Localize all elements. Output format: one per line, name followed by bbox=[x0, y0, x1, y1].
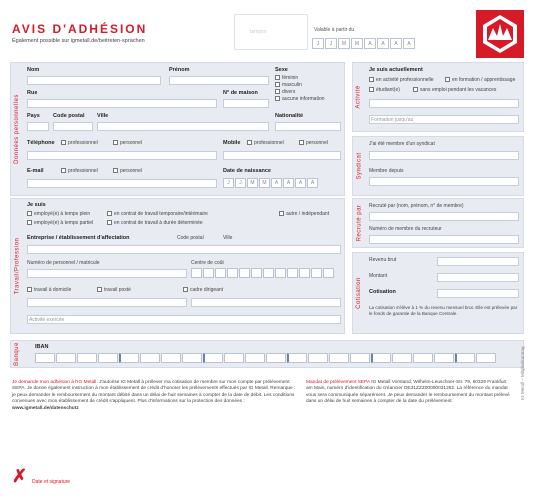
activity-exercised-hint: Activité exercée bbox=[29, 317, 65, 323]
checkbox[interactable] bbox=[113, 168, 118, 173]
checkbox[interactable] bbox=[299, 140, 304, 145]
checkbox[interactable] bbox=[61, 140, 66, 145]
cost-cell[interactable] bbox=[287, 268, 298, 278]
mobile-personal[interactable]: personnel bbox=[299, 140, 328, 146]
checkbox[interactable] bbox=[369, 77, 374, 82]
recruiter-side-label: Recruté par bbox=[356, 204, 363, 242]
union-hint: J'ai été membre d'un syndicat bbox=[369, 141, 435, 147]
sepa-mandate bbox=[306, 380, 512, 406]
cost-cell[interactable] bbox=[299, 268, 310, 278]
mobile-work[interactable]: professionnel bbox=[247, 140, 284, 146]
personal-data-panel bbox=[10, 62, 345, 196]
cost-cell[interactable] bbox=[227, 268, 238, 278]
contribution-side-label: Cotisation bbox=[356, 277, 362, 309]
date-cell[interactable]: J bbox=[312, 38, 324, 49]
cost-cell[interactable] bbox=[203, 268, 214, 278]
ig-metall-logo-icon bbox=[476, 10, 524, 58]
postal-code-label: Code postal bbox=[53, 113, 85, 119]
activity-heading: Je suis actuellement bbox=[369, 67, 423, 73]
iban-cell[interactable] bbox=[434, 353, 454, 363]
cost-cell[interactable] bbox=[239, 268, 250, 278]
amount-label: Montant bbox=[369, 273, 388, 279]
first-name-field[interactable] bbox=[169, 76, 269, 85]
checkbox[interactable] bbox=[369, 87, 374, 92]
checkbox[interactable] bbox=[27, 287, 32, 292]
iban-cell[interactable] bbox=[203, 353, 223, 363]
iban-cell[interactable] bbox=[245, 353, 265, 363]
cost-cell[interactable] bbox=[311, 268, 322, 278]
signature-label: Date et signature bbox=[32, 479, 71, 485]
stamp-box bbox=[234, 14, 308, 50]
cost-cell[interactable] bbox=[251, 268, 262, 278]
sepa-mandate-text: IG Metall Vorstand, Wilhelm-Leuschner-Str. 79, 60329 Frankfurt am Main, numéro d'identification du créancier DE31ZZZ00000031262. La référence du mandat vous sera communiquée séparément. Je peux demander le remboursement du montant prélevé dans un délai de huit semaines à compter de la date du prélèvement. bbox=[306, 380, 510, 405]
stamp-label: tampon bbox=[250, 29, 267, 35]
date-cell[interactable]: M bbox=[247, 178, 258, 188]
union-side-label: Syndicat bbox=[356, 152, 363, 180]
country-label: Pays bbox=[27, 113, 40, 119]
birthdate-field[interactable] bbox=[223, 178, 319, 188]
checkbox[interactable] bbox=[275, 82, 280, 87]
activity-exercised-field[interactable] bbox=[27, 315, 341, 324]
amount-field[interactable] bbox=[437, 273, 519, 282]
checkbox[interactable] bbox=[275, 89, 280, 94]
checkbox[interactable] bbox=[107, 211, 112, 216]
ig-metall-logo bbox=[476, 10, 524, 58]
work-option-fixed-term[interactable]: en contrat de travail à durée déterminée bbox=[107, 220, 203, 226]
date-cell[interactable]: A bbox=[307, 178, 318, 188]
form-subtitle: Également possible sur igmetall.de/beitreten-sprachen bbox=[12, 38, 145, 44]
iban-cell[interactable] bbox=[98, 353, 118, 363]
recruiter-name-field[interactable] bbox=[369, 212, 519, 221]
iban-cell[interactable] bbox=[413, 353, 433, 363]
last-name-label: Nom bbox=[27, 67, 40, 73]
nationality-field[interactable] bbox=[275, 122, 341, 131]
phone-work[interactable]: professionnel bbox=[61, 140, 98, 146]
checkbox[interactable] bbox=[27, 220, 32, 225]
work-option-fulltime[interactable]: employé(e) à temps plein bbox=[27, 211, 90, 217]
date-cell[interactable]: A bbox=[377, 38, 389, 49]
date-cell[interactable]: A bbox=[283, 178, 294, 188]
work-panel bbox=[10, 198, 345, 334]
personnel-number-field[interactable] bbox=[27, 269, 187, 278]
membership-declaration-title: Je demande mon adhésion à l'IG Metall. bbox=[12, 380, 98, 385]
date-cell[interactable]: M bbox=[338, 38, 350, 49]
city-label: Ville bbox=[97, 113, 109, 119]
city-field[interactable] bbox=[97, 122, 269, 131]
cost-center-field[interactable] bbox=[191, 268, 335, 278]
phone-field[interactable] bbox=[27, 151, 217, 160]
activity-option-holiday[interactable]: sans emploi pendant les vacances bbox=[413, 87, 496, 93]
date-cell[interactable]: A bbox=[295, 178, 306, 188]
iban-cell[interactable] bbox=[476, 353, 496, 363]
nationality-label: Nationalité bbox=[275, 113, 304, 119]
gender-label: Sexe bbox=[275, 67, 288, 73]
work-extra-manager[interactable]: cadre dirigeant bbox=[183, 287, 223, 293]
contribution-label: Cotisation bbox=[369, 289, 396, 295]
checkbox[interactable] bbox=[275, 75, 280, 80]
gender-none[interactable]: aucune information bbox=[275, 96, 325, 102]
work-field-a[interactable] bbox=[27, 298, 187, 307]
bank-panel bbox=[10, 340, 524, 368]
iban-cell[interactable] bbox=[287, 353, 307, 363]
signature-x-mark: ✗ bbox=[12, 466, 28, 486]
date-cell[interactable]: A bbox=[403, 38, 415, 49]
country-field[interactable] bbox=[27, 122, 49, 131]
phone-label: Téléphone bbox=[27, 140, 55, 146]
cost-cell[interactable] bbox=[275, 268, 286, 278]
checkbox[interactable] bbox=[113, 140, 118, 145]
checkbox[interactable] bbox=[27, 211, 32, 216]
iban-cell[interactable] bbox=[455, 353, 475, 363]
mobile-label: Mobile bbox=[223, 140, 241, 146]
recruiter-hint-2: Numéro de membre du recruteur bbox=[369, 226, 442, 232]
cost-cell[interactable] bbox=[263, 268, 274, 278]
iban-cell[interactable] bbox=[161, 353, 181, 363]
form-reference: IG Metall – Mitgliedsantrag bbox=[520, 346, 525, 400]
house-number-label: N° de maison bbox=[223, 90, 258, 96]
checkbox[interactable] bbox=[97, 287, 102, 292]
union-since-label: Membre depuis bbox=[369, 168, 404, 174]
iban-cell[interactable] bbox=[266, 353, 286, 363]
work-extra-home[interactable]: travail à domicile bbox=[27, 287, 71, 293]
checkbox[interactable] bbox=[413, 87, 418, 92]
company-field[interactable] bbox=[27, 245, 341, 254]
checkbox[interactable] bbox=[183, 287, 188, 292]
iban-cell[interactable] bbox=[308, 353, 328, 363]
work-heading: Je suis bbox=[27, 202, 46, 208]
first-name-label: Prénom bbox=[169, 67, 190, 73]
activity-side-label: Activité bbox=[356, 85, 362, 109]
recruiter-number-field[interactable] bbox=[369, 235, 519, 244]
work-side-label: Travail/Profession bbox=[14, 237, 21, 295]
date-cell[interactable]: M bbox=[259, 178, 270, 188]
iban-cell[interactable] bbox=[77, 353, 97, 363]
iban-field[interactable] bbox=[35, 353, 497, 363]
birthdate-label: Date de naissance bbox=[223, 168, 271, 174]
email-field[interactable] bbox=[27, 179, 217, 188]
gender-female[interactable]: féminin bbox=[275, 75, 298, 81]
activity-panel bbox=[352, 62, 524, 132]
iban-cell[interactable] bbox=[329, 353, 349, 363]
valid-from-label: Valable à partir du bbox=[314, 27, 355, 33]
privacy-link[interactable]: www.igmetall.de/datenschutz bbox=[12, 405, 79, 411]
gender-male[interactable]: masculin bbox=[275, 82, 302, 88]
work-field-b[interactable] bbox=[191, 298, 341, 307]
valid-from-date[interactable] bbox=[312, 38, 416, 49]
membership-declaration bbox=[12, 380, 297, 412]
work-option-other[interactable]: autre / indépendant bbox=[279, 211, 329, 217]
sepa-mandate-title: Mandat de prélèvement SEPA bbox=[306, 380, 370, 385]
email-work[interactable]: professionnel bbox=[61, 168, 98, 174]
date-cell[interactable]: J bbox=[235, 178, 246, 188]
union-panel bbox=[352, 136, 524, 196]
checkbox[interactable] bbox=[275, 96, 280, 101]
work-option-parttime[interactable]: employé(e) à temps partiel bbox=[27, 220, 93, 226]
iban-cell[interactable] bbox=[182, 353, 202, 363]
iban-label: IBAN bbox=[35, 344, 49, 350]
email-personal[interactable]: personnel bbox=[113, 168, 142, 174]
company-postal-label: Code postal bbox=[177, 235, 204, 241]
iban-cell[interactable] bbox=[371, 353, 391, 363]
gross-income-label: Revenu brut bbox=[369, 257, 397, 263]
checkbox[interactable] bbox=[247, 140, 252, 145]
house-number-field[interactable] bbox=[223, 99, 269, 108]
checkbox[interactable] bbox=[445, 77, 450, 82]
activity-until-hint: Formation jusqu'au bbox=[371, 117, 414, 123]
phone-personal[interactable]: personnel bbox=[113, 140, 142, 146]
iban-cell[interactable] bbox=[140, 353, 160, 363]
cost-cell[interactable] bbox=[323, 268, 334, 278]
date-cell[interactable]: A bbox=[390, 38, 402, 49]
cost-center-label: Centre de coût bbox=[191, 260, 224, 266]
bank-side-label: Banque bbox=[14, 342, 20, 366]
iban-cell[interactable] bbox=[119, 353, 139, 363]
iban-cell[interactable] bbox=[392, 353, 412, 363]
work-extra-shift[interactable]: travail posté bbox=[97, 287, 131, 293]
iban-cell[interactable] bbox=[224, 353, 244, 363]
contribution-note: La cotisation s'élève à 1 % du revenu mensuel brut. Elle est prélevée par le fonds de garantie de la Banque Centrale. bbox=[369, 305, 518, 316]
postal-code-field[interactable] bbox=[53, 122, 93, 131]
contribution-panel bbox=[352, 252, 524, 334]
personnel-number-label: Numéro de personnel / matricule bbox=[27, 260, 100, 266]
date-cell[interactable]: A bbox=[271, 178, 282, 188]
cost-cell[interactable] bbox=[215, 268, 226, 278]
cost-cell[interactable] bbox=[191, 268, 202, 278]
date-cell[interactable]: J bbox=[325, 38, 337, 49]
membership-declaration-text: J'autorise IG Metall à prélever ma cotisation de membre sur mon compte par prélèvement SEPA. Je donne également instruction à mon établissement de crédit d'honorer les prélèvements effectués par IG Metall. Remarque : je peux demander le remboursement du montant débité dans un délai de huit semaines à compter de la date de débit. Les conditions convenues avec mon établissement de crédit s'appliquent. Plus d'informations sur la protection des données : bbox=[12, 380, 296, 405]
form-title: AVIS D'ADHÉSION bbox=[12, 22, 148, 36]
mobile-field[interactable] bbox=[223, 151, 341, 160]
iban-cell[interactable] bbox=[56, 353, 76, 363]
date-cell[interactable]: M bbox=[351, 38, 363, 49]
iban-cell[interactable] bbox=[35, 353, 55, 363]
union-since-field[interactable] bbox=[369, 177, 519, 186]
activity-date-field[interactable] bbox=[369, 99, 519, 108]
checkbox[interactable] bbox=[279, 211, 284, 216]
work-option-temporary[interactable]: en contrat de travail temporaire/intérimaire bbox=[107, 211, 208, 217]
gross-income-field[interactable] bbox=[437, 257, 519, 266]
checkbox[interactable] bbox=[61, 168, 66, 173]
iban-cell[interactable] bbox=[350, 353, 370, 363]
street-field[interactable] bbox=[27, 99, 217, 108]
recruiter-hint-1: Recruté par (nom, prénom, n° de membre) bbox=[369, 203, 464, 209]
company-city-label: Ville bbox=[223, 235, 233, 241]
date-cell[interactable]: A bbox=[364, 38, 376, 49]
activity-option-student[interactable]: étudiant(e) bbox=[369, 87, 400, 93]
company-label: Entreprise / établissement d'affectation bbox=[27, 235, 130, 241]
checkbox[interactable] bbox=[107, 220, 112, 225]
last-name-field[interactable] bbox=[27, 76, 161, 85]
recruiter-panel bbox=[352, 198, 524, 248]
contribution-field[interactable] bbox=[437, 289, 519, 298]
street-label: Rue bbox=[27, 90, 38, 96]
activity-option-working[interactable]: en activité professionnelle bbox=[369, 77, 434, 83]
email-label: E-mail bbox=[27, 168, 44, 174]
date-cell[interactable]: J bbox=[223, 178, 234, 188]
activity-option-training[interactable]: en formation / apprentissage bbox=[445, 77, 515, 83]
personal-side-label: Données personnelles bbox=[14, 94, 20, 164]
gender-diverse[interactable]: divers bbox=[275, 89, 295, 95]
union-name-field[interactable] bbox=[369, 151, 519, 160]
